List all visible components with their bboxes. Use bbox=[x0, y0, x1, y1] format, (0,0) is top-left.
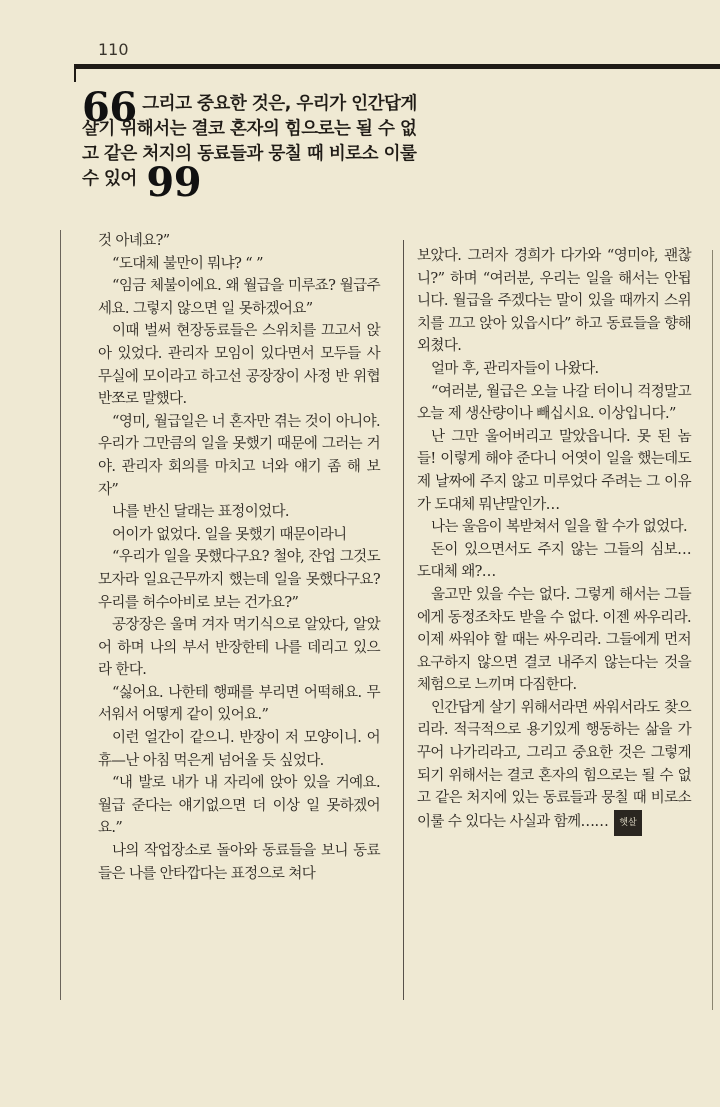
paragraph: “도대체 불만이 뭐냐? “ ” bbox=[112, 255, 263, 272]
pull-quote bbox=[82, 84, 432, 206]
paragraph: 공장장은 울며 겨자 먹기식으로 알았다, 알았어 하며 나의 부서 반장한테 나를 데리고 있으라 한다. bbox=[98, 617, 380, 679]
header-rule-tick bbox=[74, 64, 76, 82]
paragraph: 이런 얼간이 같으니. 반장이 저 모양이니. 어휴—난 아침 먹은게 넘어올 듯 싶었다. bbox=[98, 730, 380, 769]
left-margin-line bbox=[60, 230, 61, 1000]
paragraph: 돈이 있으면서도 주지 않는 그들의 심보… 도대체 왜?… bbox=[417, 541, 691, 581]
column-divider bbox=[403, 240, 404, 1000]
page-number: 110 bbox=[98, 40, 129, 59]
right-column bbox=[417, 245, 691, 836]
paragraph: 것 아녜요?” bbox=[98, 233, 170, 249]
pull-quote-text: 그리고 중요한 것은, 우리가 인간답게 살기 위해서는 결코 혼자의 힘으로는 될 수 없고 같은 처지의 동료들과 뭉칠 때 비로소 이룰 수 있어 bbox=[82, 94, 417, 189]
paragraph: 난 그만 울어버리고 말았읍니다. 못 된 놈들! 이렇게 해야 준다니 어엿이 일을 했는데도 제 날짜에 주지 않고 미루었다 주려는 그 이유가 도대체 뭐냔말인가… bbox=[417, 428, 691, 513]
paragraph: 나의 작업장소로 돌아와 동료들을 보니 동료들은 나를 안타깝다는 표정으로 쳐다 bbox=[98, 843, 380, 882]
paragraph: 나는 울음이 복받쳐서 일을 할 수가 없었다. bbox=[431, 519, 687, 536]
paragraph: 얼마 후, 관리자들이 나왔다. bbox=[431, 360, 599, 377]
right-margin-line bbox=[712, 250, 713, 1010]
paragraph: 보았다. 그러자 경희가 다가와 “영미야, 괜찮니?” 하며 “여러분, 우리는 일을 해서는 안됩니다. 월급을 주겠다는 말이 있을 때까지 스위치를 끄고 앉아 있읍시다” 하고 동료들을 향해 외쳤다. bbox=[417, 248, 691, 355]
paragraph: “영미, 월급일은 너 혼자만 겪는 것이 아니야. 우리가 그만큼의 일을 못했기 때문에 그러는 거야. 관리자 회의를 마치고 너와 얘기 좀 해 보자” bbox=[98, 413, 380, 498]
open-quote-mark: 66 bbox=[82, 84, 137, 131]
paragraph: 어이가 없었다. 일을 못했기 때문이라니 bbox=[112, 526, 347, 543]
header-rule bbox=[74, 64, 720, 69]
left-column bbox=[98, 230, 380, 885]
paragraph: 울고만 있을 수는 없다. 그렇게 해서는 그들에게 동정조차도 받을 수 없다. 이젠 싸우리라. 이제 싸워야 할 때는 싸우리라. 그들에게 먼저 요구하지 않으면 결코 내주지 않는다는 것을 체험으로 느끼며 다짐한다. bbox=[417, 586, 691, 694]
paragraph: 나를 반신 달래는 표정이었다. bbox=[112, 504, 289, 521]
close-quote-mark: 99 bbox=[146, 159, 202, 206]
paragraph: “임금 체불이에요. 왜 월급을 미루죠? 월급주세요. 그렇지 않으면 일 못하겠어요” bbox=[98, 278, 380, 317]
paragraph: “싫어요. 나한테 행패를 부리면 어떡해요. 무서워서 어떻게 같이 있어요.” bbox=[98, 684, 380, 724]
paragraph: “여러분, 월급은 오늘 나갈 터이니 걱정말고 오늘 제 생산량이나 빼십시요. 이상입니다.” bbox=[417, 383, 691, 423]
paragraph: “우리가 일을 못했다구요? 철야, 잔업 그것도 모자라 일요근무까지 했는데 일을 못했다구요? 우리를 허수아비로 보는 건가요?” bbox=[98, 549, 380, 611]
end-mark-badge: 햇살 bbox=[614, 810, 641, 837]
paragraph: 이때 벌써 현장동료들은 스위치를 끄고서 앉아 있었다. 관리자 모임이 있다면서 모두들 사무실에 모이라고 하고선 공장장이 사정 반 위협 반쪼로 말했다. bbox=[98, 323, 380, 408]
paragraph: “내 발로 내가 내 자리에 앉아 있을 거예요. 월급 준다는 얘기없으면 더 이상 일 못하겠어요.” bbox=[98, 775, 380, 837]
final-paragraph bbox=[417, 697, 691, 837]
final-paragraph-text: 인간답게 살기 위해서라면 싸워서라도 찾으리라. 적극적으로 용기있게 행동하는 삶을 가꾸어 나가리라고, 그리고 중요한 것은 그렇게 되기 위해서는 결코 혼자의 힘으로는 될 수 없고 같은 처지에 있는 동료들과 뭉칠 때 비로소 이룰 수 있다는 사실과 함께…… bbox=[417, 699, 691, 830]
